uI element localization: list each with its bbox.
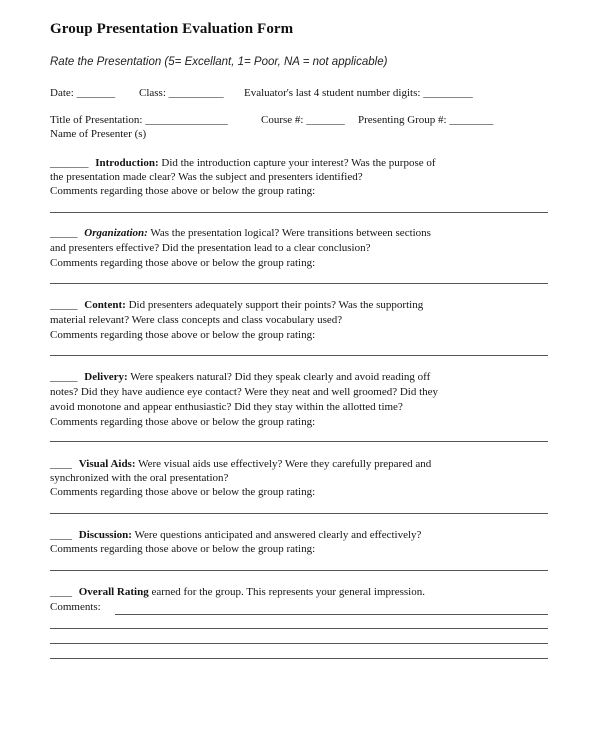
organization-comments-label: Comments regarding those above or below the group rating: xyxy=(50,257,316,269)
evaluator-field[interactable] xyxy=(244,87,473,99)
content-comment-line[interactable] xyxy=(50,355,548,356)
overall-comment-line-2[interactable] xyxy=(50,628,548,629)
organization-comment-line[interactable] xyxy=(50,283,548,284)
delivery-comments-label: Comments regarding those above or below the group rating: xyxy=(50,416,316,428)
discussion-heading: Discussion: xyxy=(78,529,132,541)
presentation-title-label: Title of Presentation: xyxy=(50,114,143,126)
overall-heading: Overall Rating xyxy=(78,586,149,598)
rating-instructions: Rate the Presentation (5= Excellant, 1= Poor, NA = not applicable) xyxy=(50,56,388,68)
course-field[interactable] xyxy=(261,114,345,126)
group-number-label: Presenting Group #: xyxy=(358,114,447,126)
discussion-rating-blank[interactable]: ____ xyxy=(50,529,72,541)
overall-rating-blank[interactable]: ____ xyxy=(50,586,72,598)
visual-aids-comments-label: Comments regarding those above or below the group rating: xyxy=(50,486,316,498)
delivery-rating-blank[interactable]: _____ xyxy=(50,371,78,383)
form-title: Group Presentation Evaluation Form xyxy=(50,21,294,37)
discussion-question-1: Were questions anticipated and answered clearly and effectively? xyxy=(134,529,422,541)
overall-comment-line-1[interactable] xyxy=(115,614,548,615)
overall-rating-line[interactable] xyxy=(50,586,425,598)
presentation-title-field[interactable] xyxy=(50,114,228,126)
introduction-heading: Introduction: xyxy=(95,157,159,169)
course-label: Course #: xyxy=(261,114,304,126)
presenter-name-label: Name of Presenter (s) xyxy=(50,128,147,140)
overall-description: earned for the group. This represents your general impression. xyxy=(151,586,425,598)
delivery-question-3: avoid monotone and appear enthusiastic? Did they stay within the allotted time? xyxy=(50,401,403,413)
evaluator-label: Evaluator's last 4 student number digits: xyxy=(244,87,421,99)
discussion-rating-line[interactable] xyxy=(50,529,421,541)
evaluator-blank[interactable]: _________ xyxy=(423,87,473,99)
content-heading: Content: xyxy=(84,299,126,311)
group-number-field[interactable] xyxy=(358,114,493,126)
organization-question-1: Was the presentation logical? Were transitions between sections xyxy=(150,227,431,239)
visual-aids-rating-line[interactable] xyxy=(50,458,431,470)
delivery-heading: Delivery: xyxy=(84,371,128,383)
date-label: Date: xyxy=(50,87,74,99)
delivery-question-2: notes? Did they have audience eye contact? Were they neat and well groomed? Did they xyxy=(50,386,439,398)
discussion-comment-line[interactable] xyxy=(50,570,548,571)
visual-aids-rating-blank[interactable]: ____ xyxy=(50,458,72,470)
delivery-rating-line[interactable] xyxy=(50,371,430,383)
introduction-comments-label: Comments regarding those above or below the group rating: xyxy=(50,185,316,197)
content-comments-label: Comments regarding those above or below the group rating: xyxy=(50,329,316,341)
organization-rating-blank[interactable]: _____ xyxy=(50,227,78,239)
introduction-comment-line[interactable] xyxy=(50,212,548,213)
visual-aids-question-2: synchronized with the oral presentation? xyxy=(50,472,229,484)
content-question-2: material relevant? Were class concepts and class vocabulary used? xyxy=(50,314,343,326)
organization-question-2: and presenters effective? Did the presentation lead to a clear conclusion? xyxy=(50,242,371,254)
class-label: Class: xyxy=(139,87,166,99)
content-rating-blank[interactable]: _____ xyxy=(50,299,78,311)
group-number-blank[interactable]: ________ xyxy=(449,114,494,126)
class-blank[interactable]: __________ xyxy=(168,87,224,99)
visual-aids-question-1: Were visual aids use effectively? Were they carefully prepared and xyxy=(138,458,432,470)
introduction-question-2: the presentation made clear? Was the subject and presenters identified? xyxy=(50,171,363,183)
introduction-rating-line[interactable] xyxy=(50,157,436,169)
visual-aids-heading: Visual Aids: xyxy=(78,458,136,470)
date-blank[interactable]: _______ xyxy=(76,87,116,99)
overall-comment-line-3[interactable] xyxy=(50,643,548,644)
class-field[interactable] xyxy=(139,87,224,99)
delivery-comment-line[interactable] xyxy=(50,441,548,442)
date-field[interactable] xyxy=(50,87,115,99)
content-rating-line[interactable] xyxy=(50,299,423,311)
introduction-question-1: Did the introduction capture your interest? Was the purpose of xyxy=(161,157,436,169)
discussion-comments-label: Comments regarding those above or below the group rating: xyxy=(50,543,316,555)
course-blank[interactable]: _______ xyxy=(306,114,345,126)
organization-heading: Organization: xyxy=(84,227,148,239)
introduction-rating-blank[interactable]: _______ xyxy=(50,157,89,169)
organization-rating-line[interactable] xyxy=(50,227,431,239)
overall-comment-line-4[interactable] xyxy=(50,658,548,659)
overall-comments-label: Comments: xyxy=(50,601,101,613)
presentation-title-blank[interactable]: _______________ xyxy=(145,114,228,126)
visual-aids-comment-line[interactable] xyxy=(50,513,548,514)
delivery-question-1: Were speakers natural? Did they speak clearly and avoid reading off xyxy=(130,371,431,383)
content-question-1: Did presenters adequately support their points? Was the supporting xyxy=(128,299,424,311)
